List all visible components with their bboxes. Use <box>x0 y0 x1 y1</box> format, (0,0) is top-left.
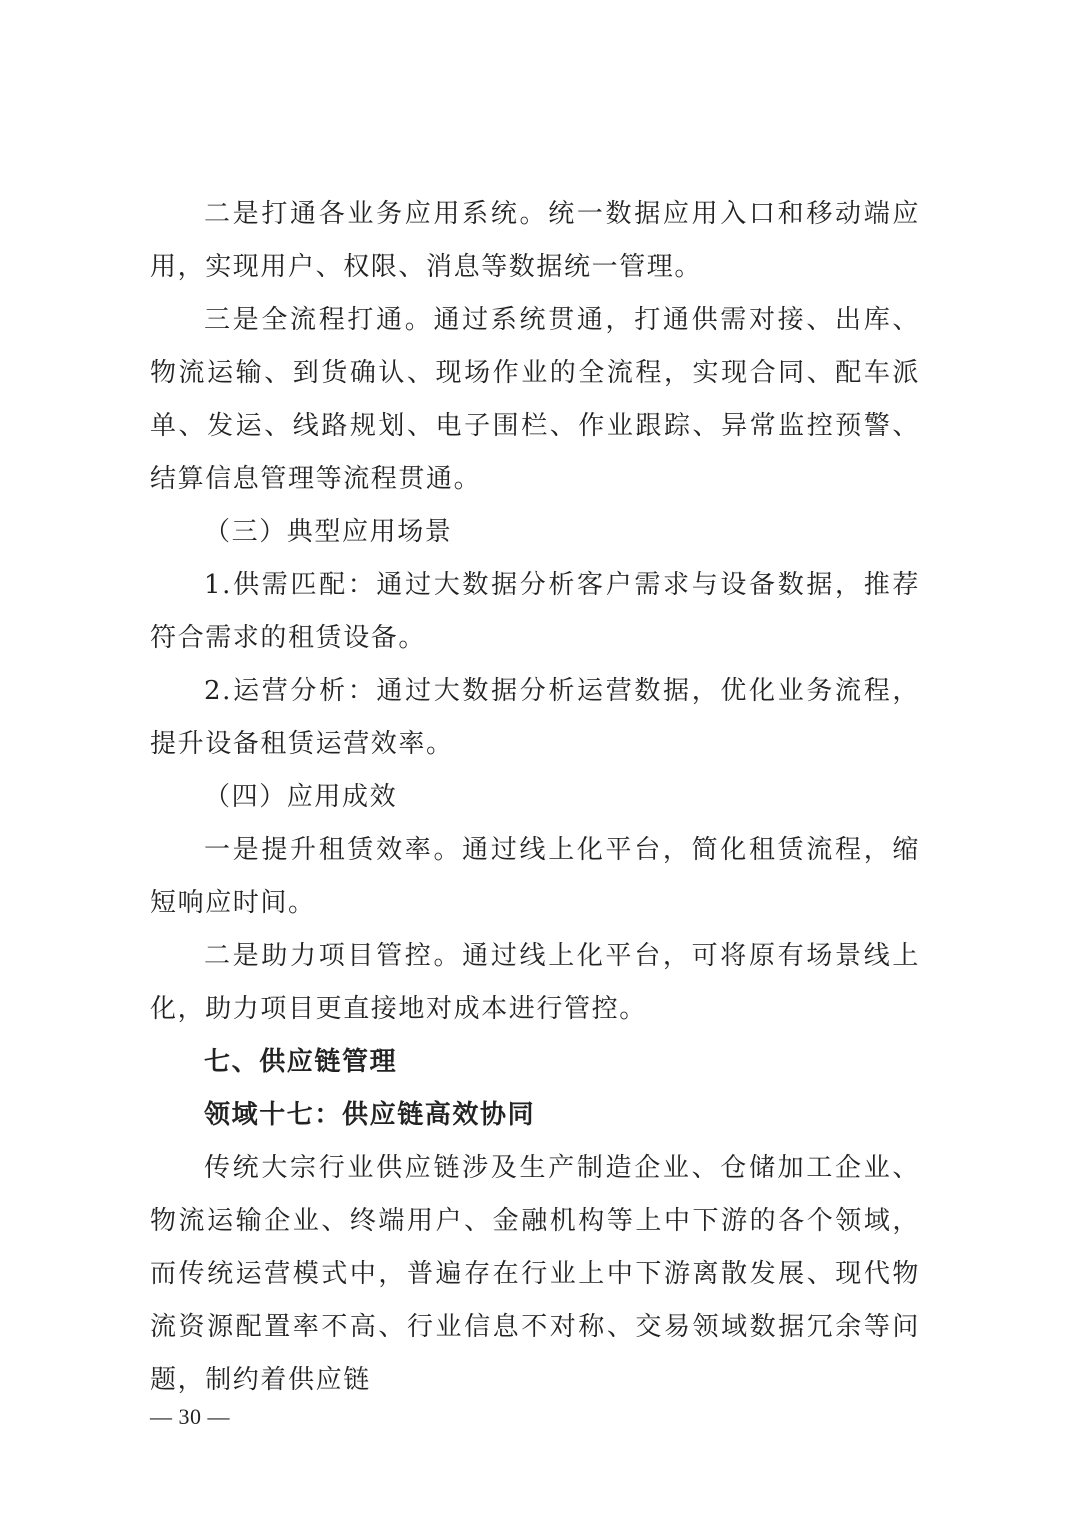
subheading-application-scenarios: （三）典型应用场景 <box>204 517 453 547</box>
page-number: — 30 — <box>150 1404 230 1429</box>
paragraph-project-control: 二是助力项目管控。通过线上化平台，可将原有场景线上化，助力项目更直接地对成本进行管控。 <box>150 941 920 1024</box>
section-heading-supply-chain: 七、供应链管理 <box>204 1047 398 1077</box>
paragraph-leasing-efficiency: 一是提升租赁效率。通过线上化平台，简化租赁流程，缩短响应时间。 <box>150 835 920 918</box>
paragraph-system-integration: 二是打通各业务应用系统。统一数据应用入口和移动端应用，实现用户、权限、消息等数据统一管理。 <box>150 199 920 282</box>
section-heading-field-seventeen: 领域十七：供应链高效协同 <box>204 1100 536 1130</box>
document-page <box>150 188 920 1407</box>
paragraph-full-process: 三是全流程打通。通过系统贯通，打通供需对接、出库、物流运输、到货确认、现场作业的全流程，实现合同、配车派单、发运、线路规划、电子围栏、作业跟踪、异常监控预警、结算信息管理等流程贯通。 <box>150 305 920 494</box>
paragraph-supply-demand-matching: 1.供需匹配：通过大数据分析客户需求与设备数据，推荐符合需求的租赁设备。 <box>150 570 920 653</box>
paragraph-traditional-supply-chain: 传统大宗行业供应链涉及生产制造企业、仓储加工企业、物流运输企业、终端用户、金融机构等上中下游的各个领域，而传统运营模式中，普遍存在行业上中下游离散发展、现代物流资源配置率不高、行业信息不对称、交易领域数据冗余等问题，制约着供应链 <box>150 1153 920 1395</box>
subheading-application-results: （四）应用成效 <box>204 782 398 812</box>
paragraph-operation-analysis: 2.运营分析：通过大数据分析运营数据，优化业务流程，提升设备租赁运营效率。 <box>150 676 920 759</box>
